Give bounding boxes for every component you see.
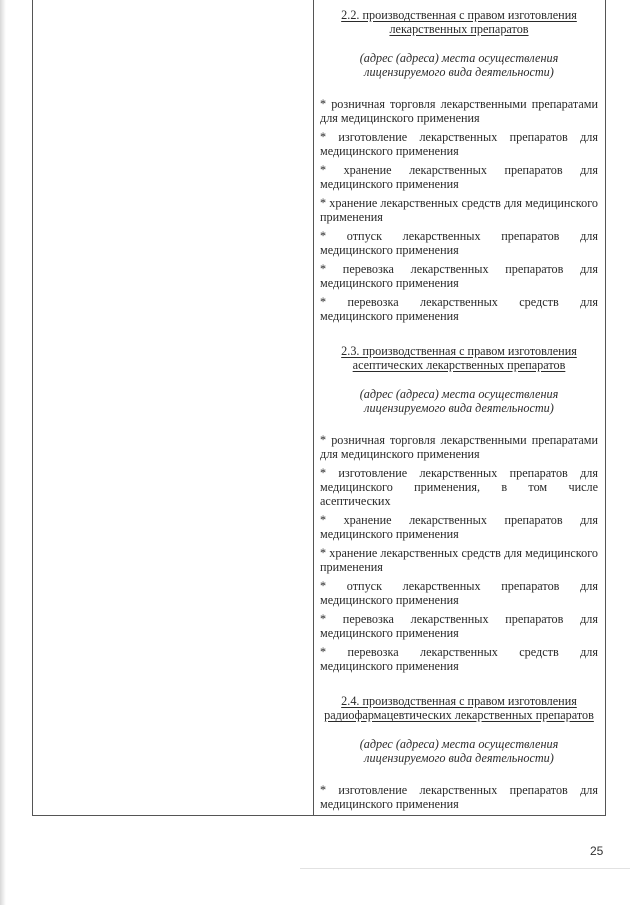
list-item: * хранение лекарственных средств для медицинского применения [320, 196, 598, 224]
page-edge-shadow [0, 0, 6, 905]
list-item: * хранение лекарственных препаратов для медицинского применения [320, 163, 598, 191]
address-caption: (адрес (адреса) места осуществления лицензируемого вида деятельности) [359, 737, 559, 765]
list-item: * хранение лекарственных средств для медицинского применения [320, 546, 598, 574]
address-caption: (адрес (адреса) места осуществления лицензируемого вида деятельности) [359, 387, 559, 415]
column-divider [313, 0, 314, 816]
list-item: * хранение лекарственных препаратов для медицинского применения [320, 513, 598, 541]
list-item: * розничная торговля лекарственными препаратами для медицинского применения [320, 433, 598, 461]
section-gap [320, 328, 598, 344]
right-column [320, 8, 598, 816]
list-item: * изготовление лекарственных препаратов для медицинского применения [320, 783, 598, 811]
list-item: * изготовление лекарственных препаратов для медицинского применения, в том числе асептических [320, 466, 598, 508]
section-title: 2.2. производственная с правом изготовления лекарственных препаратов [341, 8, 577, 36]
list-item: * перевозка лекарственных средств для медицинского применения [320, 295, 598, 323]
list-item: * перевозка лекарственных средств для медицинского применения [320, 645, 598, 673]
section-title: 2.4. производственная с правом изготовления радиофармацевтических лекарственных препаратов [324, 694, 594, 722]
address-caption: (адрес (адреса) места осуществления лицензируемого вида деятельности) [359, 51, 559, 79]
list-item: * перевозка лекарственных препаратов для медицинского применения [320, 612, 598, 640]
list-item: * отпуск лекарственных препаратов для медицинского применения [320, 579, 598, 607]
list-item: * отпуск лекарственных препаратов для медицинского применения [320, 229, 598, 257]
section-gap [320, 678, 598, 694]
section-2-3 [320, 344, 598, 673]
section-2-4 [320, 694, 598, 811]
list-item: * перевозка лекарственных препаратов для медицинского применения [320, 262, 598, 290]
section-2-2 [320, 8, 598, 323]
list-item: * розничная торговля лекарственными препаратами для медицинского применения [320, 97, 598, 125]
section-title: 2.3. производственная с правом изготовления асептических лекарственных препаратов [341, 344, 577, 372]
list-item: * изготовление лекарственных препаратов для медицинского применения [320, 130, 598, 158]
page-number: 25 [590, 844, 604, 858]
footer-rule [300, 868, 630, 869]
